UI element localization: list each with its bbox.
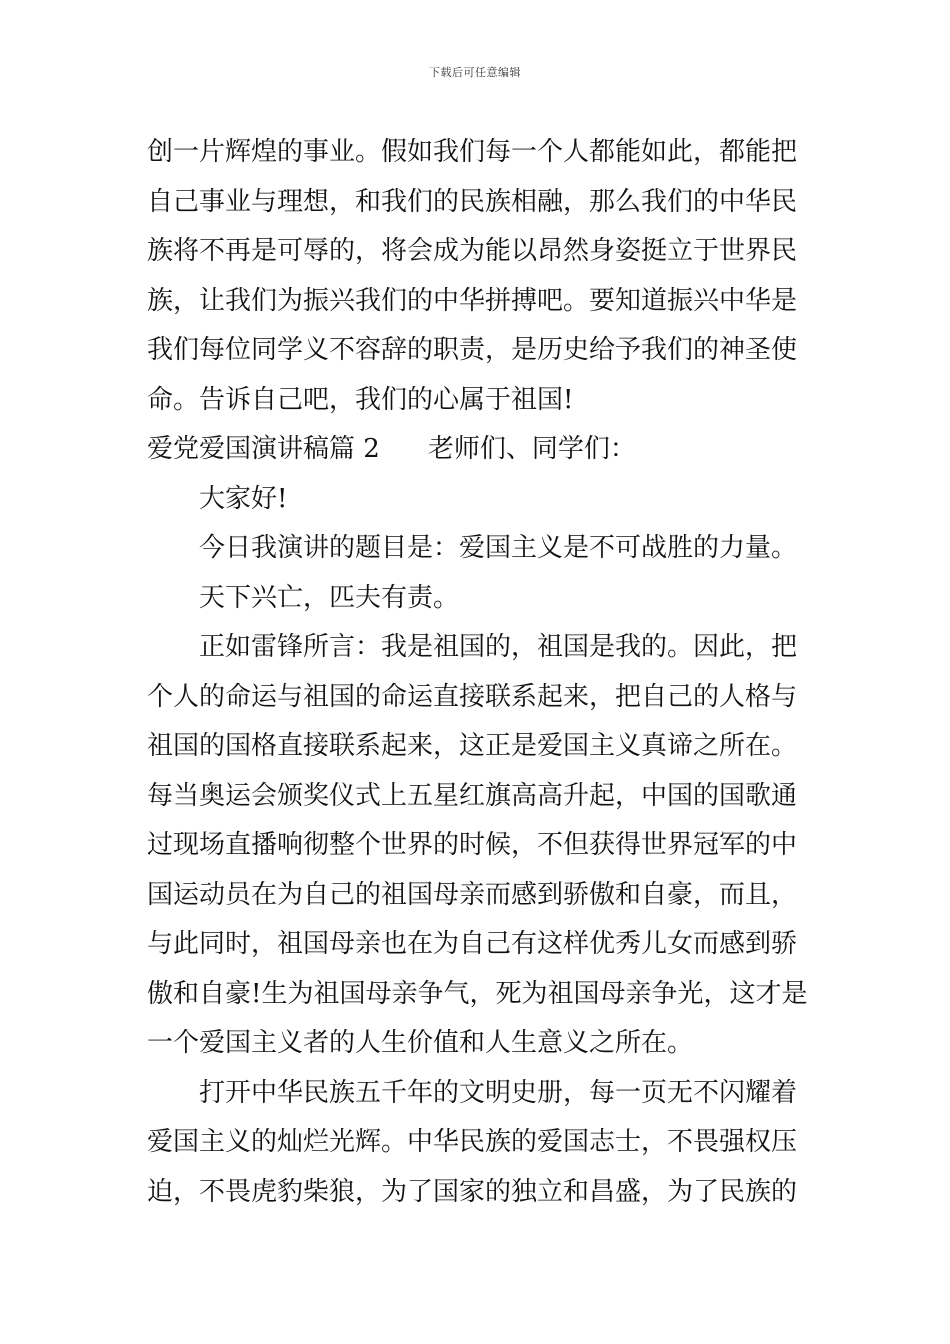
section-heading-line [147, 425, 812, 475]
text-line: 打开中华民族五千年的文明史册，每一页无不闪耀着 [199, 1077, 798, 1108]
text-line: 命。告诉自己吧，我们的心属于祖国! [147, 384, 574, 415]
paragraph-6 [147, 1069, 812, 1218]
text-line: 大家好! [199, 483, 288, 514]
paragraph-2 [147, 475, 812, 525]
paragraph-1 [147, 128, 812, 425]
text-line: 族，让我们为振兴我们的中华拼搏吧。要知道振兴中华是 [147, 285, 798, 316]
text-line: 一个爱国主义者的人生价值和人生意义之所在。 [147, 1028, 694, 1058]
document-body [147, 128, 812, 1217]
text-line: 爱国主义的灿烂光辉。中华民族的爱国志士，不畏强权压 [147, 1127, 798, 1157]
text-line: 每当奥运会颁奖仪式上五星红旗高高升起，中国的国歌通 [147, 780, 798, 811]
text-line: 创一片辉煌的事业。假如我们每一个人都能如此，都能把 [147, 137, 798, 167]
text-line: 天下兴亡，匹夫有责。 [199, 582, 460, 613]
text-line: 族将不再是可辱的，将会成为能以昂然身姿挺立于世界民 [147, 236, 798, 266]
section-greeting: 老师们、同学们： [427, 434, 636, 464]
text-line: 个人的命运与祖国的命运直接联系起来，把自己的人格与 [147, 681, 798, 712]
text-line: 祖国的国格直接联系起来，这正是爱国主义真谛之所在。 [147, 731, 798, 761]
text-line: 正如雷锋所言：我是祖国的，祖国是我的。因此，把 [199, 632, 798, 662]
page-header: 下载后可任意编辑 [429, 66, 521, 79]
text-line: 与此同时，祖国母亲也在为自己有这样优秀儿女而感到骄 [147, 929, 798, 959]
text-line: 过现场直播响彻整个世界的时候，不但获得世界冠军的中 [147, 830, 798, 860]
text-line: 我们每位同学义不容辞的职责，是历史给予我们的神圣使 [147, 335, 798, 365]
paragraph-5 [147, 623, 812, 1069]
text-line: 傲和自豪!生为祖国母亲争气，死为祖国母亲争光，这才是 [147, 978, 808, 1009]
text-line: 国运动员在为自己的祖国母亲而感到骄傲和自豪，而且， [147, 879, 798, 910]
section-title: 爱党爱国演讲稿篇 2 [147, 434, 380, 464]
text-line: 自己事业与理想，和我们的民族相融，那么我们的中华民 [147, 186, 798, 217]
paragraph-4 [147, 574, 812, 624]
text-line: 迫，不畏虎豹柴狼，为了国家的独立和昌盛，为了民族的 [147, 1176, 798, 1207]
text-line: 今日我演讲的题目是：爱国主义是不可战胜的力量。 [199, 533, 798, 563]
paragraph-3 [147, 524, 812, 574]
